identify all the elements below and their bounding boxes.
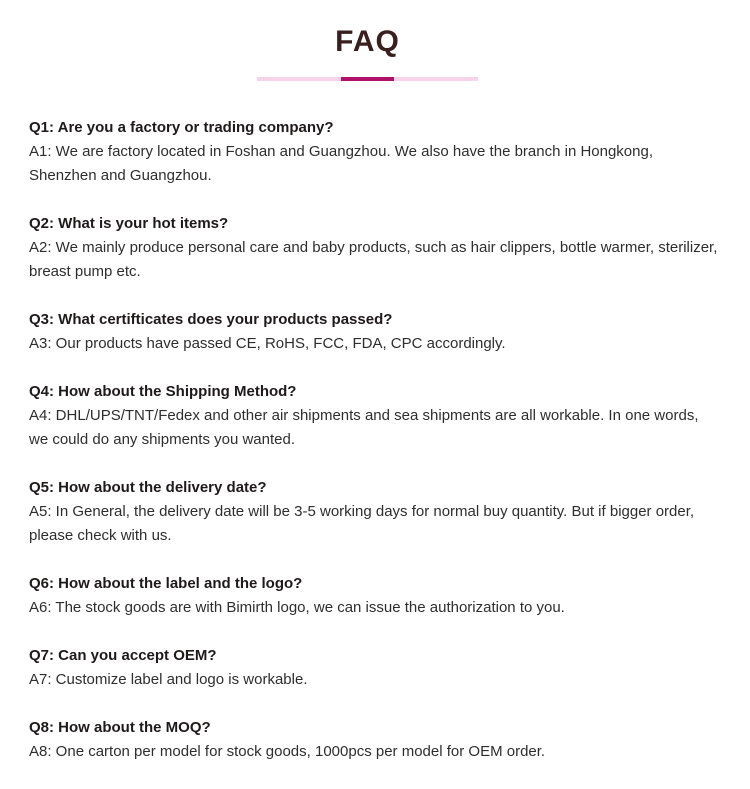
faq-answer: A8: One carton per model for stock goods, 1000pcs per model for OEM order.: [29, 743, 546, 760]
faq-question: Q3: What certifticates does your products passed?: [29, 311, 393, 328]
faq-item-7: [29, 644, 719, 692]
title-divider-accent: [341, 77, 394, 81]
faq-header: [0, 0, 750, 90]
faq-list: [29, 116, 719, 788]
faq-answer: A4: DHL/UPS/TNT/Fedex and other air shipments and sea shipments are all workable. In one words, we could do any shipments you wanted.: [29, 407, 699, 448]
faq-question: Q4: How about the Shipping Method?: [29, 383, 297, 400]
title-divider: [257, 77, 478, 81]
faq-answer: A7: Customize label and logo is workable.: [29, 671, 308, 688]
faq-item-6: [29, 572, 719, 620]
faq-question: Q8: How about the MOQ?: [29, 719, 211, 736]
faq-question: Q6: How about the label and the logo?: [29, 575, 303, 592]
faq-answer: A3: Our products have passed CE, RoHS, FCC, FDA, CPC accordingly.: [29, 335, 506, 352]
faq-item-4: [29, 380, 719, 452]
faq-question: Q5: How about the delivery date?: [29, 479, 267, 496]
faq-question: Q2: What is your hot items?: [29, 215, 229, 232]
faq-question: Q1: Are you a factory or trading company?: [29, 119, 334, 136]
faq-item-2: [29, 212, 719, 284]
page-title: FAQ: [335, 25, 400, 58]
faq-item-1: [29, 116, 719, 188]
faq-answer: A5: In General, the delivery date will be 3-5 working days for normal buy quantity. But if bigger order, please check with us.: [29, 503, 695, 544]
faq-item-3: [29, 308, 719, 356]
faq-answer: A2: We mainly produce personal care and baby products, such as hair clippers, bottle warmer, sterilizer, breast pump etc.: [29, 239, 718, 280]
faq-item-5: [29, 476, 719, 548]
faq-item-8: [29, 716, 719, 764]
faq-answer: A1: We are factory located in Foshan and Guangzhou. We also have the branch in Hongkong, Shenzhen and Guangzhou.: [29, 143, 654, 184]
faq-question: Q7: Can you accept OEM?: [29, 647, 217, 664]
faq-answer: A6: The stock goods are with Bimirth logo, we can issue the authorization to you.: [29, 599, 565, 616]
